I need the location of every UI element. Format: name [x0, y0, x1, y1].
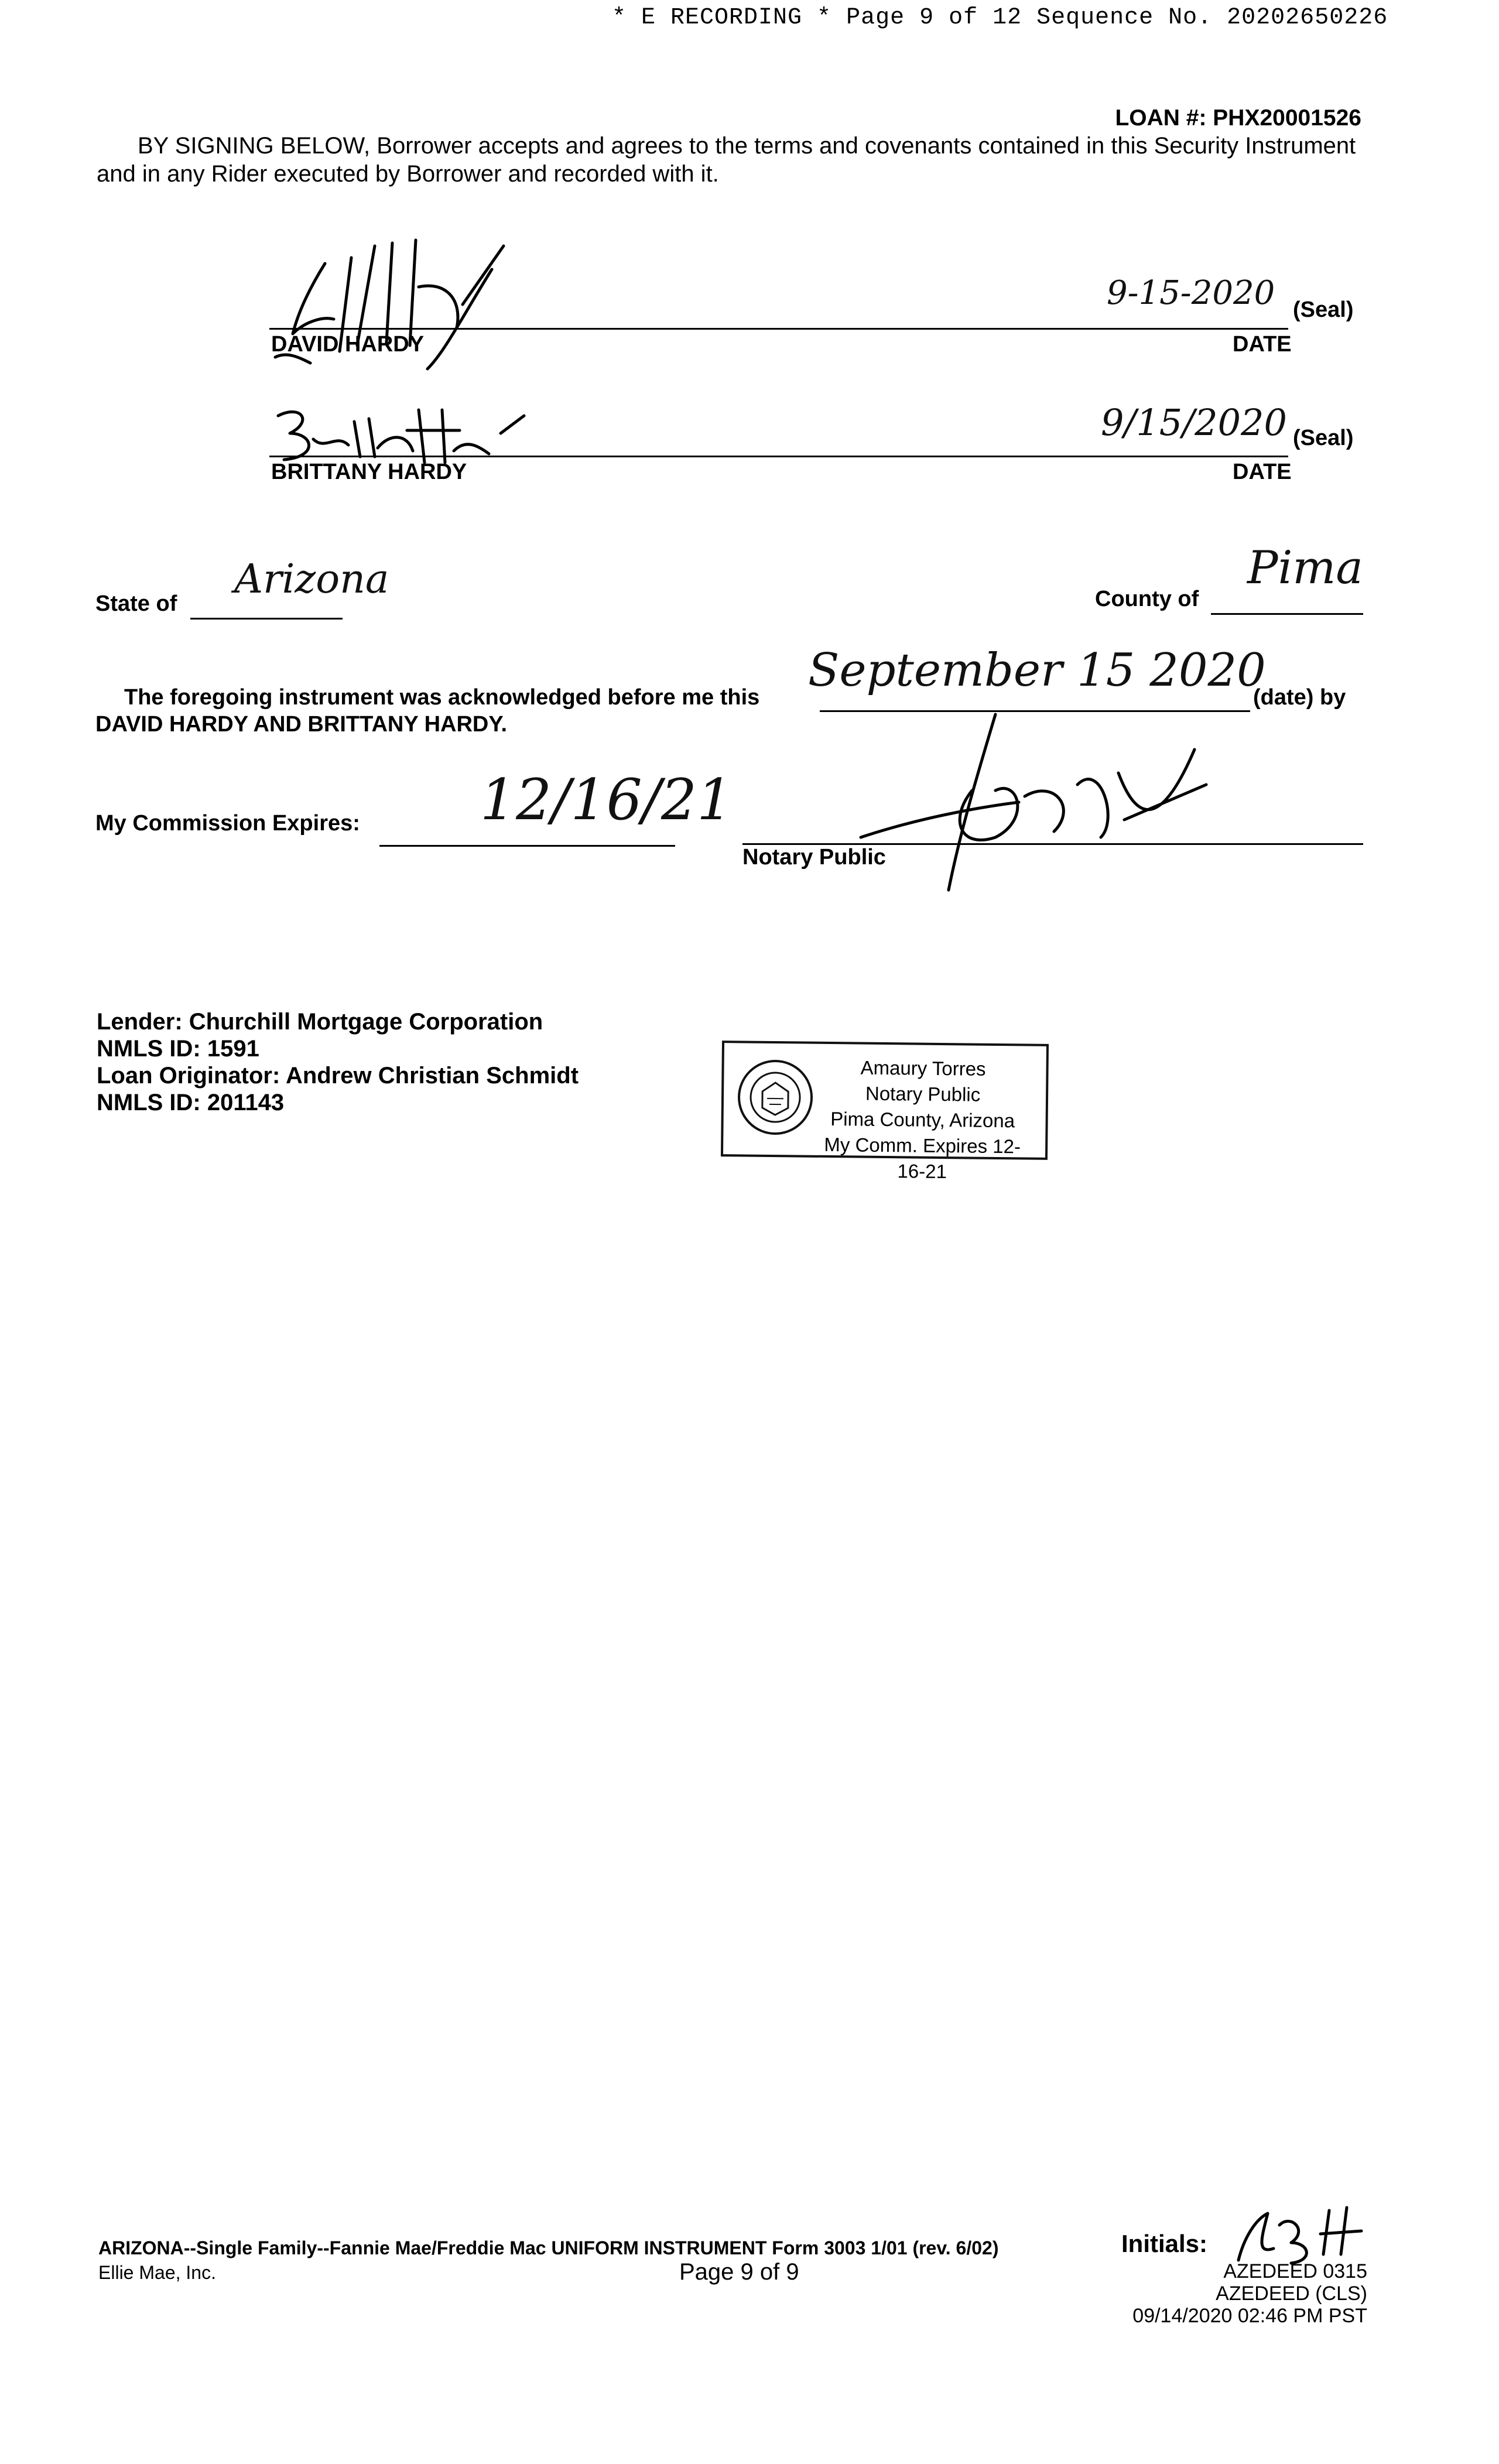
ack-names: DAVID HARDY AND BRITTANY HARDY. [95, 712, 508, 737]
loan-number: LOAN #: PHX20001526 [1115, 105, 1361, 131]
page-number: Page 9 of 9 [679, 2259, 799, 2285]
brittany-name: BRITTANY HARDY [271, 460, 467, 484]
ack-date: September 15 2020 [808, 644, 1266, 697]
vendor-name: Ellie Mae, Inc. [98, 2262, 216, 2283]
state-seal-icon [734, 1056, 816, 1138]
notary-stamp [721, 1041, 1049, 1183]
david-date-label: DATE [1233, 332, 1292, 357]
loan-originator: Loan Originator: Andrew Christian Schmidt [97, 1063, 579, 1089]
county-value: Pima [1247, 542, 1363, 594]
commission-value: 12/16/21 [480, 767, 733, 833]
originator-nmls: NMLS ID: 201143 [97, 1090, 285, 1115]
lender-nmls: NMLS ID: 1591 [97, 1036, 259, 1062]
brittany-handwritten-date: 9/15/2020 [1101, 401, 1287, 444]
stamp-expires: My Comm. Expires 12-16-21 [824, 1133, 1021, 1183]
ack-text: The foregoing instrument was acknowledged before me this [124, 685, 760, 710]
recording-header: * E RECORDING * Page 9 of 12 Sequence No. 20202650226 [612, 5, 1388, 31]
date-by-label: (date) by [1253, 685, 1346, 710]
state-value: Arizona [234, 556, 389, 603]
state-label: State of [95, 591, 177, 616]
stamp-name: Amaury Torres [860, 1056, 986, 1080]
stamp-title: Notary Public [865, 1082, 981, 1106]
commission-label: My Commission Expires: [95, 811, 360, 836]
notary-signature [843, 703, 1218, 896]
footer-code-2: AZEDEED (CLS) [1216, 2282, 1367, 2305]
david-name: DAVID HARDY [271, 332, 425, 357]
david-handwritten-date: 9-15-2020 [1107, 274, 1275, 312]
stamp-county: Pima County, Arizona [830, 1108, 1015, 1132]
footer-left [98, 2236, 998, 2285]
initials-label: Initials: [1121, 2230, 1208, 2257]
notary-public-label: Notary Public [742, 845, 886, 870]
footer-right [1132, 2260, 1367, 2327]
footer-timestamp: 09/14/2020 02:46 PM PST [1132, 2305, 1367, 2327]
brittany-seal-label: (Seal) [1293, 426, 1354, 450]
form-line: ARIZONA--Single Family--Fannie Mae/Freddie Mac UNIFORM INSTRUMENT Form 3003 1/01 (rev. 6/02) [98, 2237, 999, 2258]
david-seal-label: (Seal) [1293, 297, 1354, 322]
footer-code-1: AZEDEED 0315 [1223, 2260, 1367, 2282]
lender-info [97, 1008, 579, 1116]
lender-name: Lender: Churchill Mortgage Corporation [97, 1009, 543, 1035]
brittany-date-label: DATE [1233, 460, 1292, 484]
county-label: County of [1095, 587, 1199, 611]
intro-paragraph: BY SIGNING BELOW, Borrower accepts and agrees to the terms and covenants contained in this Security Instrument and in any Rider executed by Borrower and recorded with it. [97, 133, 1356, 187]
